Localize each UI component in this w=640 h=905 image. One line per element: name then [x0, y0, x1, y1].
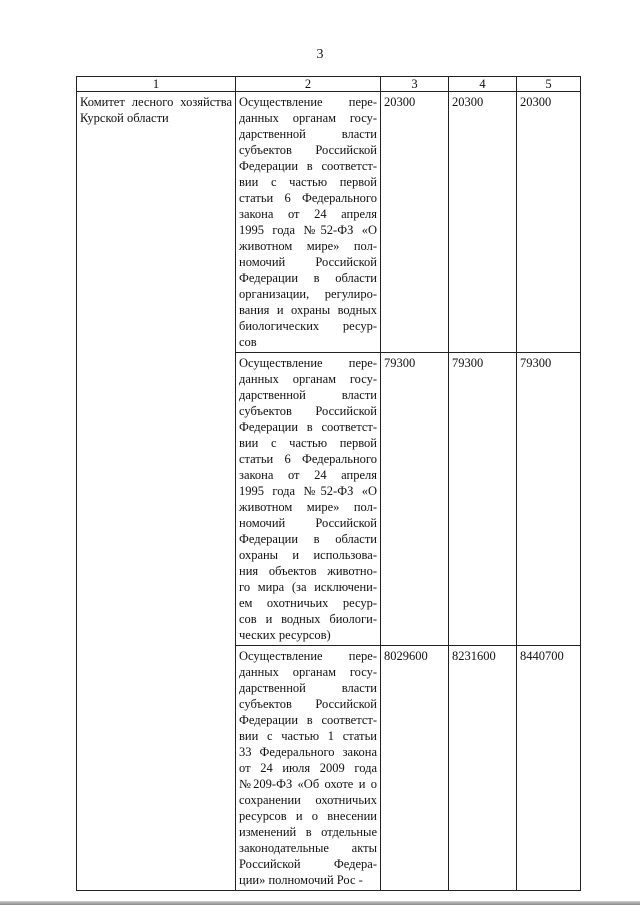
purpose-line: субъектов Российской	[239, 697, 377, 711]
purpose-line: Федерации в соответст-	[239, 159, 377, 173]
column-header-3: 3	[381, 77, 449, 92]
purpose-line: от 24 июля 2009 года	[239, 761, 377, 775]
purpose-line: ем охотничьих ресур-	[239, 596, 377, 610]
purpose-line: законодательные акты	[239, 841, 377, 855]
value-col-5: 20300	[517, 92, 581, 353]
budget-table	[76, 76, 581, 891]
purpose-line: дарственной власти	[239, 681, 377, 695]
purpose-line: закона от 24 апреля	[239, 468, 377, 482]
purpose-line: дарственной власти	[239, 127, 377, 141]
purpose-line: субъектов Российской	[239, 404, 377, 418]
purpose-line: закона от 24 апреля	[239, 207, 377, 221]
purpose-line: сохранении охотничьих	[239, 793, 377, 807]
purpose-line: номочий Российской	[239, 516, 377, 530]
purpose-line: ния объектов животно-	[239, 564, 377, 578]
purpose-line: 1995 года №52-ФЗ «О	[239, 223, 377, 237]
column-header-1: 1	[77, 77, 236, 92]
purpose-line: биологических ресур-	[239, 319, 377, 333]
purpose-line: охраны и использова-	[239, 548, 377, 562]
purpose-line: Осуществление пере-	[239, 649, 377, 663]
value-col-3: 8029600	[381, 646, 449, 891]
organization-name-line: Комитет лесного хозяйства	[80, 95, 232, 109]
purpose-cell	[236, 646, 381, 891]
purpose-line: сов и водных биологи-	[239, 612, 377, 626]
purpose-line: Федерации в соответст-	[239, 713, 377, 727]
purpose-cell	[236, 92, 381, 353]
page-number: 3	[316, 47, 324, 62]
purpose-line: данных органам госу-	[239, 111, 377, 125]
purpose-line: сов	[239, 335, 257, 349]
purpose-line: животном мире» пол-	[239, 500, 377, 514]
purpose-line: ресурсов и о внесении	[239, 809, 377, 823]
purpose-line: статьи 6 Федерального	[239, 191, 377, 205]
value-col-4: 79300	[449, 353, 517, 646]
purpose-line: статьи 6 Федерального	[239, 452, 377, 466]
purpose-line: 33 Федерального закона	[239, 745, 377, 759]
purpose-line: вии с частью 1 статьи	[239, 729, 377, 743]
purpose-line: ции» полномочий Рос -	[239, 873, 363, 887]
organization-name-line: Курской области	[80, 111, 169, 125]
purpose-line: Федерации в области	[239, 271, 377, 285]
purpose-line: организации, регулиро-	[239, 287, 377, 301]
organization-cell	[77, 92, 236, 891]
purpose-line: вии с частью первой	[239, 175, 377, 189]
value-col-3: 20300	[381, 92, 449, 353]
value-col-5: 8440700	[517, 646, 581, 891]
purpose-line: Осуществление пере-	[239, 356, 377, 370]
column-header-5: 5	[517, 77, 581, 92]
purpose-line: номочий Российской	[239, 255, 377, 269]
column-header-2: 2	[236, 77, 381, 92]
purpose-line: данных органам госу-	[239, 372, 377, 386]
purpose-line: ческих ресурсов)	[239, 628, 331, 642]
purpose-line: 1995 года №52-ФЗ «О	[239, 484, 377, 498]
purpose-line: го мира (за исключени-	[239, 580, 377, 594]
value-col-5: 79300	[517, 353, 581, 646]
value-col-3: 79300	[381, 353, 449, 646]
header-row	[77, 77, 581, 92]
purpose-line: Российской Федера-	[239, 857, 377, 871]
purpose-line: субъектов Российской	[239, 143, 377, 157]
purpose-line: Федерации в области	[239, 532, 377, 546]
value-col-4: 20300	[449, 92, 517, 353]
value-col-4: 8231600	[449, 646, 517, 891]
purpose-cell	[236, 353, 381, 646]
purpose-line: изменений в отдельные	[239, 825, 377, 839]
table-row	[77, 92, 581, 353]
scan-edge	[0, 901, 640, 905]
column-header-4: 4	[449, 77, 517, 92]
purpose-line: №209-ФЗ «Об охоте и о	[239, 777, 377, 791]
purpose-line: Осуществление пере-	[239, 95, 377, 109]
purpose-line: вии с частью первой	[239, 436, 377, 450]
purpose-line: животном мире» пол-	[239, 239, 377, 253]
purpose-line: Федерации в соответст-	[239, 420, 377, 434]
purpose-line: вания и охраны водных	[239, 303, 377, 317]
purpose-line: дарственной власти	[239, 388, 377, 402]
purpose-line: данных органам госу-	[239, 665, 377, 679]
